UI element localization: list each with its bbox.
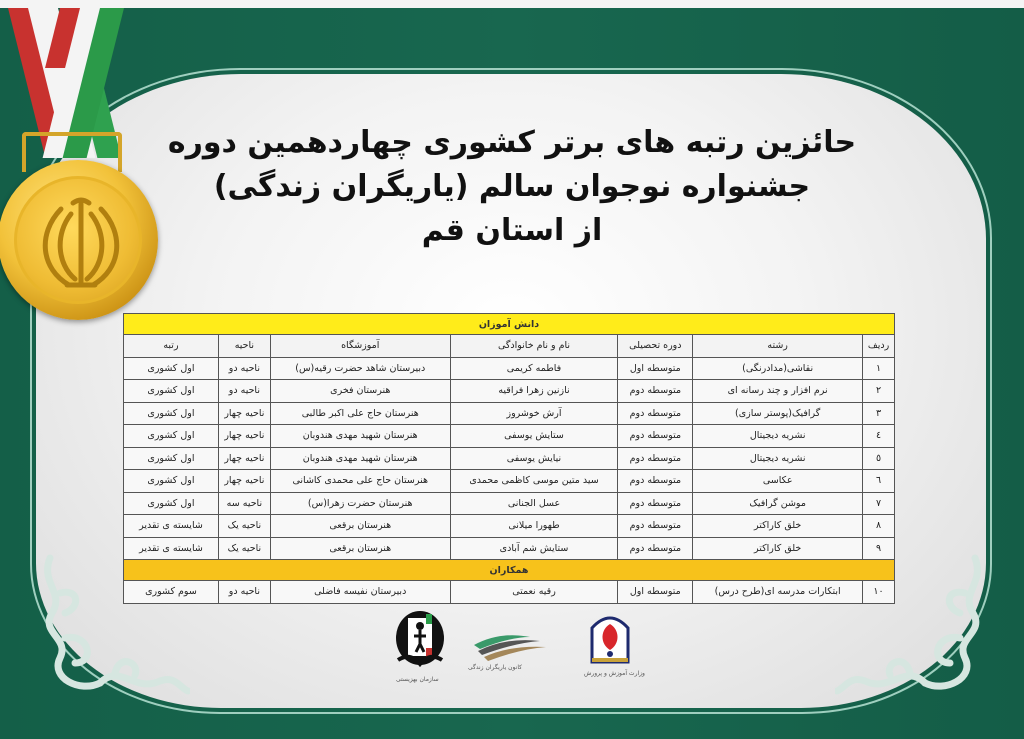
cell-rank: اول کشوری <box>124 470 219 493</box>
cell-grade: متوسطه دوم <box>618 380 693 403</box>
cell-field: خلق کاراکتر <box>693 537 863 560</box>
cell-num: ۹ <box>863 537 895 560</box>
cell-school: هنرستان برقعی <box>270 515 450 538</box>
cell-grade: متوسطه اول <box>618 357 693 380</box>
table-header-row <box>124 335 895 358</box>
award-poster <box>0 8 1024 739</box>
cell-grade: متوسطه دوم <box>618 447 693 470</box>
cell-district: ناحیه دو <box>218 357 270 380</box>
section-header-students <box>124 314 895 335</box>
col-header-school: آموزشگاه <box>270 335 450 358</box>
logo-right-caption: وزارت آموزش و پرورش <box>584 670 645 677</box>
cell-district: ناحیه یک <box>218 515 270 538</box>
title-line-2: جشنواره نوجوان سالم (یاریگران زندگی) <box>213 169 811 204</box>
table-row <box>124 425 895 448</box>
cell-district: ناحیه چهار <box>218 447 270 470</box>
winners-table <box>123 313 895 604</box>
cell-name: ستایش شم آبادی <box>450 537 618 560</box>
table-row <box>124 470 895 493</box>
cell-name: نیایش یوسفی <box>450 447 618 470</box>
cell-school: هنرستان شهید مهدی هندوبان <box>270 447 450 470</box>
cell-name: عسل الجنانی <box>450 492 618 515</box>
col-header-name: نام و نام خانوادگی <box>450 335 618 358</box>
cell-field: نشریه دیجیتال <box>693 447 863 470</box>
cell-rank: اول کشوری <box>124 380 219 403</box>
cell-name: نازنین زهرا فراقیه <box>450 380 618 403</box>
cell-num: ٥ <box>863 447 895 470</box>
top-border <box>0 0 1024 8</box>
cell-grade: متوسطه دوم <box>618 492 693 515</box>
cell-rank: شایسته ی تقدیر <box>124 537 219 560</box>
cell-school: دبیرستان نفیسه فاضلی <box>270 581 450 604</box>
cell-field: موشن گرافیک <box>693 492 863 515</box>
education-ministry-logo-icon <box>588 606 632 668</box>
table-row <box>124 380 895 403</box>
cell-num: ٤ <box>863 425 895 448</box>
cell-field: گرافیک(پوستر سازی) <box>693 402 863 425</box>
cell-field: نرم افزار و چند رسانه ای <box>693 380 863 403</box>
cell-num: ۱۰ <box>863 581 895 604</box>
cell-school: هنرستان برقعی <box>270 537 450 560</box>
table-row <box>124 537 895 560</box>
cell-num: ٦ <box>863 470 895 493</box>
cell-district: ناحیه دو <box>218 380 270 403</box>
cell-field: نقاشی(مدادرنگی) <box>693 357 863 380</box>
cell-num: ۸ <box>863 515 895 538</box>
cell-district: ناحیه سه <box>218 492 270 515</box>
cell-name: سید متین موسی کاظمی محمدی <box>450 470 618 493</box>
cell-name: آرش خوشروز <box>450 402 618 425</box>
cell-school: هنرستان حضرت زهرا(س) <box>270 492 450 515</box>
cell-district: ناحیه چهار <box>218 402 270 425</box>
table-row <box>124 402 895 425</box>
section-label-colleagues: همکاران <box>124 560 895 581</box>
cell-grade: متوسطه دوم <box>618 515 693 538</box>
section-label-students: دانش آموزان <box>124 314 895 335</box>
cell-num: ۲ <box>863 380 895 403</box>
cell-school: هنرستان فخری <box>270 380 450 403</box>
logo-left-caption: سازمان بهزیستی <box>396 676 439 683</box>
cell-rank: اول کشوری <box>124 357 219 380</box>
cell-district: ناحیه دو <box>218 581 270 604</box>
col-header-grade: دوره تحصیلی <box>618 335 693 358</box>
welfare-org-logo-icon <box>392 608 448 678</box>
col-header-rank: رتبه <box>124 335 219 358</box>
title-line-1: حائزین رتبه های برتر کشوری چهاردهمین دوره <box>167 125 857 160</box>
cell-rank: اول کشوری <box>124 492 219 515</box>
cell-name: طهورا میلانی <box>450 515 618 538</box>
cell-district: ناحیه چهار <box>218 470 270 493</box>
cell-num: ۷ <box>863 492 895 515</box>
cell-district: ناحیه یک <box>218 537 270 560</box>
cell-school: هنرستان حاج علی اکبر طالبی <box>270 402 450 425</box>
cell-field: ابتکارات مدرسه ای(طرح درس) <box>693 581 863 604</box>
table-row <box>124 447 895 470</box>
cell-name: ستایش یوسفی <box>450 425 618 448</box>
cell-rank: شایسته ی تقدیر <box>124 515 219 538</box>
cell-grade: متوسطه دوم <box>618 425 693 448</box>
cell-field: خلق کاراکتر <box>693 515 863 538</box>
title-line-3: از استان قم <box>421 213 603 248</box>
cell-rank: اول کشوری <box>124 447 219 470</box>
col-header-district: ناحیه <box>218 335 270 358</box>
cell-rank: سوم کشوری <box>124 581 219 604</box>
gold-medal <box>0 160 158 320</box>
cell-num: ۱ <box>863 357 895 380</box>
table-row <box>124 515 895 538</box>
cell-name: فاطمه کریمی <box>450 357 618 380</box>
cell-school: هنرستان شهید مهدی هندوبان <box>270 425 450 448</box>
col-header-row-num: ردیف <box>863 335 895 358</box>
cell-school: هنرستان حاج علی محمدی کاشانی <box>270 470 450 493</box>
col-header-field: رشته <box>693 335 863 358</box>
cell-grade: متوسطه دوم <box>618 470 693 493</box>
section-header-colleagues <box>124 560 895 581</box>
cell-district: ناحیه چهار <box>218 425 270 448</box>
cell-rank: اول کشوری <box>124 402 219 425</box>
cell-field: نشریه دیجیتال <box>693 425 863 448</box>
table-row <box>124 357 895 380</box>
cell-grade: متوسطه دوم <box>618 537 693 560</box>
page-title <box>150 121 874 253</box>
cell-rank: اول کشوری <box>124 425 219 448</box>
cell-grade: متوسطه دوم <box>618 402 693 425</box>
cell-num: ۳ <box>863 402 895 425</box>
cell-name: رقیه نعمتی <box>450 581 618 604</box>
iran-emblem-icon <box>17 179 145 307</box>
cell-field: عکاسی <box>693 470 863 493</box>
cell-school: دبیرستان شاهد حضرت رقیه(س) <box>270 357 450 380</box>
table-row <box>124 581 895 604</box>
cell-grade: متوسطه اول <box>618 581 693 604</box>
table-row <box>124 492 895 515</box>
logo-middle-caption: کانون یاریگران زندگی <box>468 664 523 671</box>
